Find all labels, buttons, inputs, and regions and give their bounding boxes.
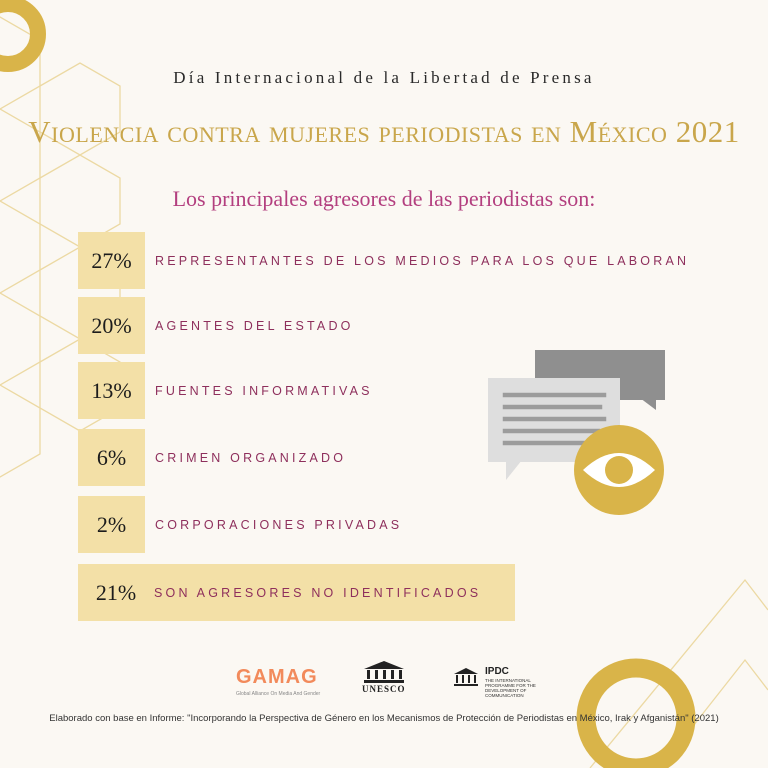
page-subtitle: Los principales agresores de las periodistas son: [172, 186, 596, 211]
stat-percent: 6% [78, 429, 145, 486]
eye-icon [574, 425, 664, 515]
stat-label: CRIMEN ORGANIZADO [155, 450, 347, 465]
stat-row [78, 297, 354, 354]
stat-label: FUENTES INFORMATIVAS [155, 383, 373, 398]
stat-percent: 20% [78, 297, 145, 354]
unesco-logo: UNESCO [362, 684, 406, 694]
stat-label: CORPORACIONES PRIVADAS [155, 517, 403, 532]
stat-row [78, 429, 346, 486]
page-title: Violencia contra mujeres periodistas en México 2021 [28, 114, 740, 149]
stat-percent: 21% [95, 579, 137, 605]
ipdc-logo-subtitle: THE INTERNATIONAL PROGRAMME FOR THE DEVELOPMENT OF COMMUNICATION [485, 678, 536, 698]
gamag-logo-subtitle: Global Alliance On Media And Gender [236, 691, 321, 697]
event-title: Día Internacional de la Libertad de Prensa [173, 68, 595, 87]
ipdc-logo: IPDC [485, 666, 509, 677]
stat-percent: 2% [78, 496, 145, 553]
gold-ring-top [0, 4, 38, 64]
source-footnote: Elaborado con base en Informe: "Incorporando la Perspectiva de Género en los Mecanismos de Protección de Periodistas en México, Irak y Afganistán" (2021) [49, 713, 719, 724]
stat-label: REPRESENTANTES DE LOS MEDIOS PARA LOS QUE LABORAN [155, 253, 690, 268]
stat-percent: 13% [78, 362, 145, 419]
stat-percent: 27% [78, 232, 145, 289]
ipdc-temple-icon [452, 666, 480, 694]
stat-label: AGENTES DEL ESTADO [155, 318, 354, 333]
unesco-temple-icon [362, 660, 406, 684]
stat-row [78, 362, 373, 419]
stat-row [78, 232, 689, 289]
gamag-logo: GAMAG [236, 666, 318, 688]
stat-label: SON AGRESORES NO IDENTIFICADOS [154, 585, 482, 600]
partner-logos [0, 658, 768, 708]
stat-row [78, 496, 402, 553]
stat-row-unidentified [78, 564, 515, 621]
